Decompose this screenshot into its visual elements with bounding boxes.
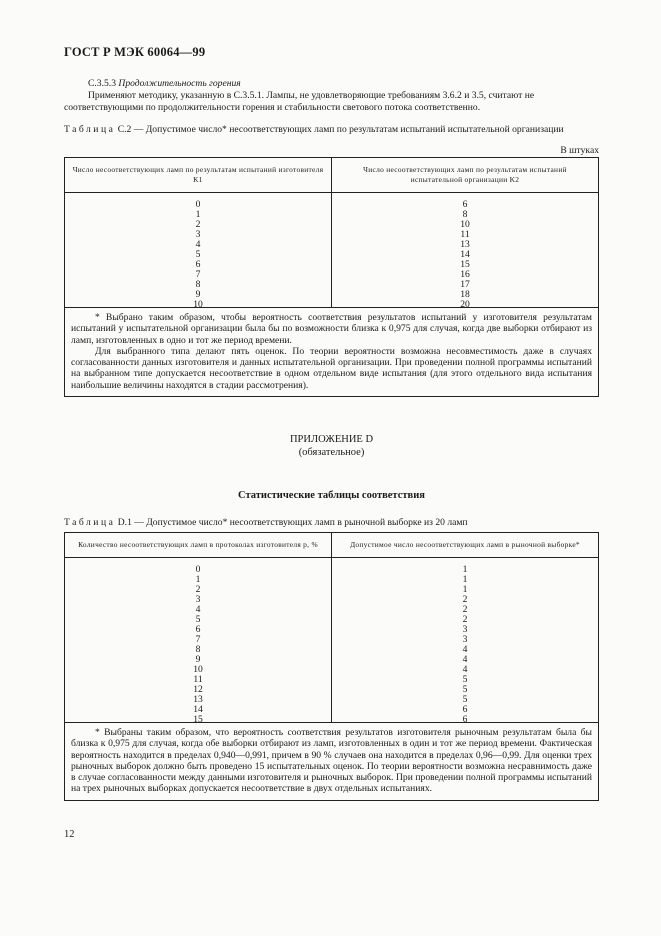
table-cell: 0 bbox=[195, 199, 201, 210]
table-cell: 1 bbox=[462, 574, 468, 585]
table-cell: 3 bbox=[462, 634, 468, 645]
table-cell: 1 bbox=[195, 209, 201, 220]
table-d1-col1-header: Количество несоответствующих ламп в протоколах изготовителя p, % bbox=[65, 533, 332, 557]
table-c2-col2-header: Число несоответствующих ламп по результатам испытаний испытательной организации K2 bbox=[363, 165, 567, 184]
table-cell: 10 bbox=[460, 219, 470, 230]
table-cell: 2 bbox=[462, 614, 468, 625]
table-cell: 8 bbox=[195, 644, 201, 655]
table-cell: 6 bbox=[195, 259, 201, 270]
table-cell: 11 bbox=[460, 229, 470, 240]
appendix-heading: Статистические таблицы соответствия bbox=[238, 490, 425, 501]
table-d1-col2-header: Допустимое число несоответствующих ламп в рыночной выборке* bbox=[350, 540, 580, 549]
table-cell: 16 bbox=[460, 269, 470, 280]
table-cell: 4 bbox=[462, 644, 468, 655]
table-cell: 20 bbox=[460, 299, 470, 310]
section-c353 bbox=[64, 78, 599, 114]
table-cell: 15 bbox=[460, 259, 470, 270]
table-cell: 2 bbox=[195, 584, 201, 595]
table-cell: 9 bbox=[195, 289, 201, 300]
table-label: Таблица bbox=[64, 124, 116, 135]
table-cell: 7 bbox=[195, 269, 201, 280]
table-c2-col1 bbox=[65, 193, 332, 310]
table-c2-col2 bbox=[332, 193, 598, 310]
table-c2-col1-header: Число несоответствующих ламп по результатам испытаний изготовителя K1 bbox=[65, 158, 332, 192]
table-d1-col1 bbox=[65, 558, 332, 725]
table-cell: 3 bbox=[195, 594, 201, 605]
table-cell: 1 bbox=[462, 564, 468, 575]
table-cell: 5 bbox=[195, 614, 201, 625]
table-cell: 1 bbox=[195, 574, 201, 585]
table-cell: 2 bbox=[195, 219, 201, 230]
table-cell: 11 bbox=[193, 674, 203, 685]
table-cell: 2 bbox=[462, 604, 468, 615]
table-cell: 6 bbox=[195, 624, 201, 635]
table-c2-caption bbox=[64, 124, 599, 135]
table-cell: 5 bbox=[462, 684, 468, 695]
table-cell: 5 bbox=[462, 674, 468, 685]
section-number: С.3.5.3 bbox=[88, 78, 116, 89]
table-cell: 12 bbox=[193, 684, 203, 695]
table-c2 bbox=[64, 157, 599, 397]
table-cell: 13 bbox=[460, 239, 470, 250]
table-d1 bbox=[64, 532, 599, 801]
table-cell: 15 bbox=[193, 714, 203, 725]
table-cell: 14 bbox=[460, 249, 470, 260]
table-c2-note bbox=[65, 308, 598, 396]
table-cell: 2 bbox=[462, 594, 468, 605]
table-cell: 10 bbox=[193, 299, 203, 310]
note-paragraph: * Выбрано таким образом, чтобы вероятность соответствия результатов испытаний у изготовителя результатам испытаний у испытательной организации была бы по возможности близка к 0,975 для случая, когда две выборки отбирают из ламп, изготовленных в одно и тот же период времени. bbox=[71, 312, 592, 346]
table-cell: 10 bbox=[193, 664, 203, 675]
table-cell: 4 bbox=[195, 239, 201, 250]
table-cell: 3 bbox=[195, 229, 201, 240]
section-text: Применяют методику, указанную в С.3.5.1. Лампы, не удовлетворяющие требованиям 3.6.2 и 3.5, считают не соответствующими по продолжительности горения и стабильности светового потока соответственно. bbox=[64, 90, 535, 113]
appendix-subtitle: (обязательное) bbox=[298, 447, 365, 458]
table-d1-caption bbox=[64, 517, 599, 528]
table-cell: 0 bbox=[195, 564, 201, 575]
table-d1-col2 bbox=[332, 558, 598, 725]
page-number: 12 bbox=[64, 829, 75, 840]
appendix-title: ПРИЛОЖЕНИЕ D bbox=[289, 434, 374, 445]
table-cell: 4 bbox=[195, 604, 201, 615]
table-cell: 6 bbox=[462, 199, 468, 210]
table-cell: 4 bbox=[462, 654, 468, 665]
table-cell: 9 bbox=[195, 654, 201, 665]
document-header: ГОСТ Р МЭК 60064—99 bbox=[64, 45, 206, 59]
table-cell: 3 bbox=[462, 624, 468, 635]
table-label: Таблица bbox=[64, 517, 116, 528]
table-cell: 7 bbox=[195, 634, 201, 645]
table-cell: 5 bbox=[195, 249, 201, 260]
table-caption-text: D.1 — Допустимое число* несоответствующих ламп в рыночной выборке из 20 ламп bbox=[117, 517, 468, 528]
table-cell: 13 bbox=[193, 694, 203, 705]
table-cell: 8 bbox=[462, 209, 468, 220]
section-title: Продолжительность горения bbox=[118, 78, 241, 89]
note-paragraph: Для выбранного типа делают пять оценок. По теории вероятности возможна несовместимость даже в случаях согласованности данных изготовителя и данных испытательной организации. При проведении полной программы испытаний на выбранном типе допускается несоответствие в одном отдельном виде испытания (для этого отдельного вида испытания наибольшие величины находятся в стадии рассмотрения). bbox=[71, 345, 592, 391]
table-cell: 6 bbox=[462, 704, 468, 715]
table-cell: 14 bbox=[193, 704, 203, 715]
table-d1-note bbox=[65, 723, 598, 800]
table-cell: 18 bbox=[460, 289, 470, 300]
table-caption-text: С.2 — Допустимое число* несоответствующих ламп по результатам испытаний испытательной организации bbox=[117, 124, 564, 135]
table-unit: В штуках bbox=[560, 145, 599, 156]
note-paragraph: * Выбраны таким образом, что вероятность соответствия результатов изготовителя рыночным результатам была бы близка к 0,975 для случая, когда обе выборки отбирают из ламп, изготовленных в один и тот же период времени. Фактическая вероятность находится в пределах 0,940—0,991, причем в 90 % случаев она находится в пределах 0,96—0,99. Для оценки трех рыночных выборок должно быть проведено 15 испытательных оценок. По теории вероятности возможна несравнимость даже в случае согласованности между данными изготовителя и рыночных выборок. При проведении полной программы испытаний на трех рыночных выборках допускается несоответствие в двух отдельных испытаниях. bbox=[71, 727, 592, 795]
table-cell: 6 bbox=[462, 714, 468, 725]
table-cell: 1 bbox=[462, 584, 468, 595]
table-cell: 17 bbox=[460, 279, 470, 290]
table-cell: 4 bbox=[462, 664, 468, 675]
table-cell: 8 bbox=[195, 279, 201, 290]
table-cell: 5 bbox=[462, 694, 468, 705]
